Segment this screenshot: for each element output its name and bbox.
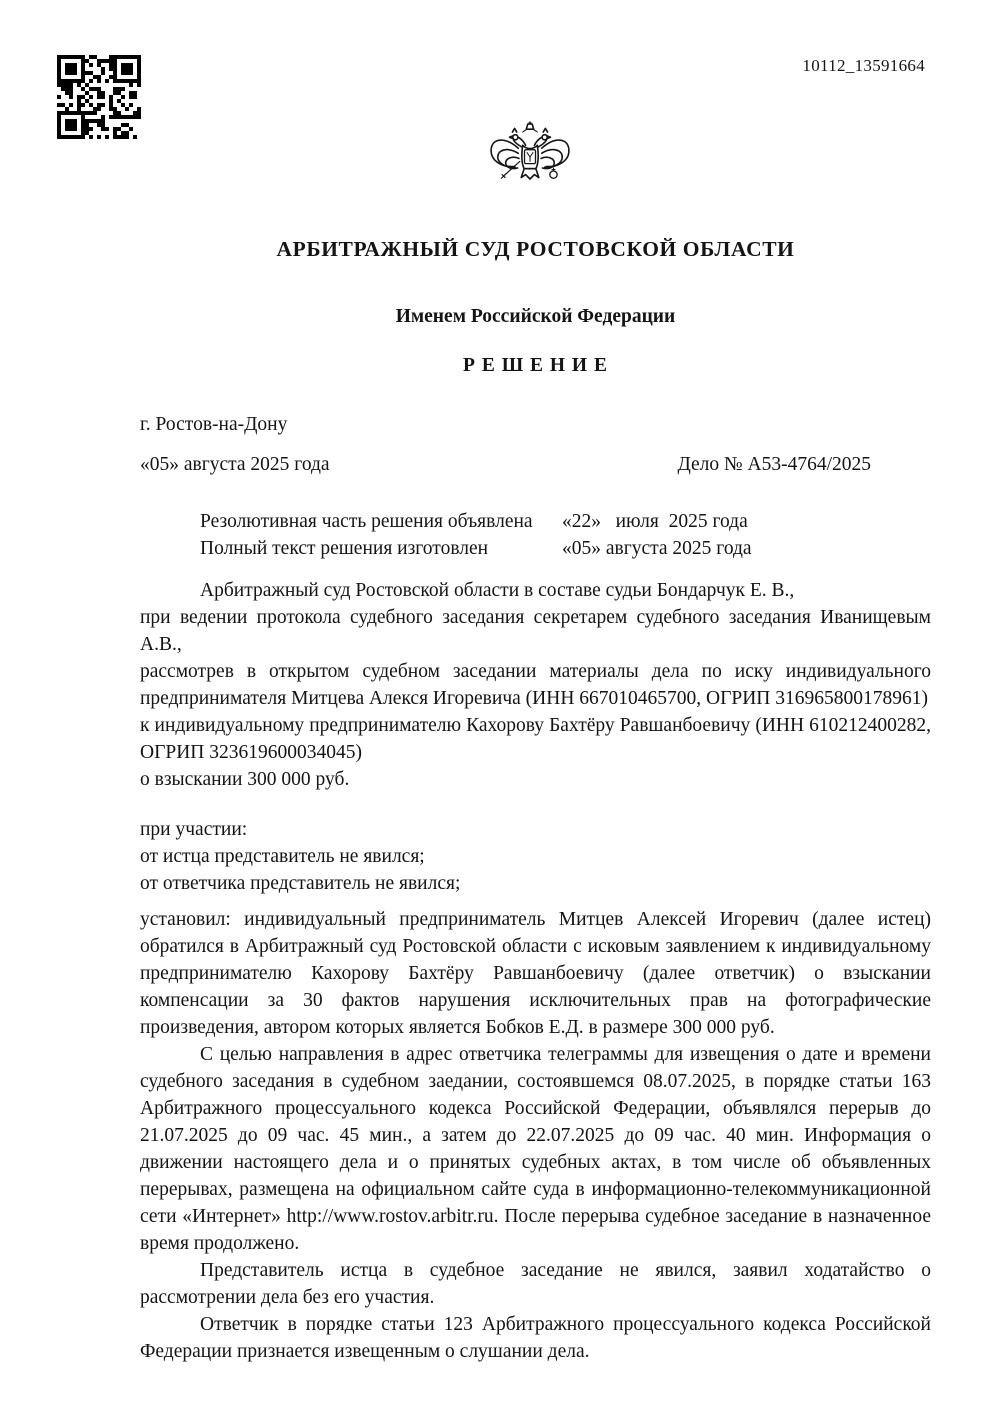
document-id: 10112_13591664 [802, 56, 925, 75]
full-text-made-label: Полный текст решения изготовлен [200, 538, 489, 559]
city-line: г. Ростов-на-Дону [140, 414, 288, 435]
decision-title-heading: Р Е Ш Е Н И Е [463, 355, 608, 376]
participation-header: при участии: [140, 819, 248, 840]
plaintiff-motion-paragraph: Представитель истца в судебное заседание не явился, заявил ходатайство о рассмотрении дела без его участия. [140, 1260, 931, 1308]
claim-amount-line: о взыскании 300 000 руб. [140, 769, 350, 790]
defendant-absent-line: от ответчика представитель не явился; [140, 873, 461, 894]
resolution-dates-block [200, 508, 931, 562]
claim-intro-line: рассмотрев в открытом судебном заседании материалы дела по иску индивидуального предпринимателя Митцева Алекся Игоревича (ИНН 667010465700, ОГРИП 316965800178961) [140, 661, 931, 709]
defendant-notice-paragraph: Ответчик в порядке статьи 123 Арбитражного процессуального кодекса Российской Федерации признается извещенным о слушании дела. [140, 1314, 931, 1362]
resolution-announced-row [200, 508, 931, 535]
full-text-made-row [200, 535, 931, 562]
judge-line: Арбитражный суд Ростовской области в составе судьи Бондарчук Е. В., [200, 580, 795, 601]
established-paragraph: установил: индивидуальный предприниматель Митцев Алексей Игоревич (далее истец) обратился в Арбитражный суд Ростовской области с исковым заявлением к индивидуальному предпринимателю Кахорову Бахтёру Равшанбоевичу (далее ответчик) о взыскании компенсации за 30 фактов нарушения исключительных прав на фотографические произведения, автором которых является Бобков Е.Д. в размере 300 000 руб. [140, 909, 931, 1038]
plaintiff-absent-line: от истца представитель не явился; [140, 846, 425, 867]
resolution-announced-date: «22» июля 2025 года [562, 511, 748, 532]
resolution-announced-label: Резолютивная часть решения объявлена [200, 511, 533, 532]
date-case-row [140, 451, 931, 478]
defendant-line: к индивидуальному предпринимателю Кахорову Бахтёру Равшанбоевичу (ИНН 610212400282, ОГРИП 323619600034045) [140, 715, 931, 763]
court-name-heading: АРБИТРАЖНЫЙ СУД РОСТОВСКОЙ ОБЛАСТИ [276, 237, 795, 261]
in-the-name-heading: Именем Российской Федерации [395, 306, 676, 327]
full-text-made-date: «05» августа 2025 года [562, 538, 752, 559]
telegram-notice-paragraph: С целью направления в адрес ответчика телеграммы для извещения о дате и времени судебного заседания в судебном заедании, состоявшемся 08.07.2025, в порядке статьи 163 Арбитражного процессуального кодекса Российской Федерации, объявлялся перерыв до 21.07.2025 до 09 час. 45 мин., а затем до 22.07.2025 до 09 час. 40 мин. Информация о движении настоящего дела и о принятых судебных актах, в том числе об объявленных перерывах, размещена на официальном сайте суда в информационно-телекоммуникационной сети «Интернет» http://www.rostov.arbitr.ru. После перерыва судебное заседание в назначенное время продолжено. [140, 1044, 931, 1254]
protocol-secretary-line: при ведении протокола судебного заседания секретарем судебного заседания Иванищевым А.В., [140, 607, 931, 655]
case-number: Дело № А53-4764/2025 [677, 454, 871, 475]
decision-date: «05» августа 2025 года [140, 454, 330, 475]
